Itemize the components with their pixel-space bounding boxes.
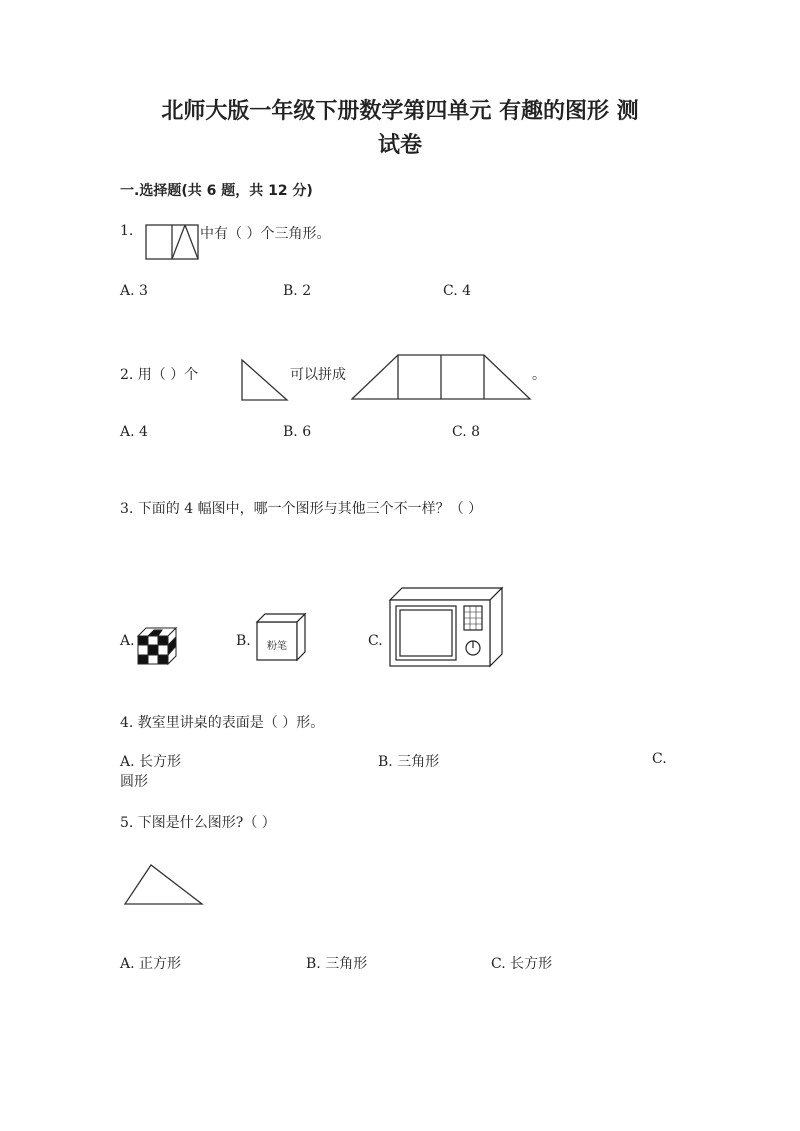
q2-option-b[interactable]: B. 6 — [283, 424, 312, 440]
q2-suffix: 。 — [532, 367, 546, 383]
q2-right-triangle-figure — [240, 358, 290, 402]
page-title: 北师大版一年级下册数学第四单元 有趣的图形 测 — [161, 99, 639, 124]
q1-text: 中有（ ）个三角形。 — [200, 226, 331, 242]
page-title-line2: 试卷 — [377, 133, 422, 158]
q3-text: 3. 下面的 4 幅图中，哪一个图形与其他三个不一样？（ ） — [120, 501, 483, 517]
q1-option-a[interactable]: A. 3 — [120, 283, 148, 299]
q5-text: 5. 下图是什么图形?（ ） — [120, 815, 276, 831]
q5-option-b[interactable]: B. 三角形 — [306, 956, 368, 972]
q1-option-c[interactable]: C. 4 — [443, 283, 472, 299]
q1-option-b[interactable]: B. 2 — [283, 283, 312, 299]
q3-option-a[interactable]: A. — [120, 633, 135, 649]
q3-chalk-box-label: 粉笔 — [267, 641, 287, 652]
q2-prefix: 2. 用（ ）个 — [120, 367, 199, 383]
section-heading: 一.选择题(共 6 题，共 12 分) — [120, 183, 313, 199]
q2-option-c[interactable]: C. 8 — [452, 424, 481, 440]
q5-option-c[interactable]: C. 长方形 — [491, 956, 553, 972]
q1-rectangle-figure — [145, 224, 199, 260]
q3-option-b[interactable]: B. — [236, 633, 251, 649]
q2-middle-text: 可以拼成 — [290, 367, 346, 383]
q3-option-c[interactable]: C. — [368, 633, 383, 649]
q4-option-a[interactable]: A. 长方形 — [120, 754, 182, 770]
q4-option-b[interactable]: B. 三角形 — [378, 754, 440, 770]
q2-trapezoid-figure — [350, 353, 532, 401]
q3-checkered-cube-image — [136, 626, 178, 666]
q1-number: 1. — [120, 223, 134, 239]
q4-option-c[interactable]: C. — [652, 751, 667, 767]
q5-triangle-figure — [122, 862, 206, 908]
q3-microwave-image — [386, 586, 506, 668]
q5-option-a[interactable]: A. 正方形 — [120, 956, 182, 972]
q2-option-a[interactable]: A. 4 — [120, 424, 148, 440]
q4-text: 4. 教室里讲桌的表面是（ ）形。 — [120, 715, 325, 731]
q4-option-c-text: 圆形 — [120, 774, 148, 790]
